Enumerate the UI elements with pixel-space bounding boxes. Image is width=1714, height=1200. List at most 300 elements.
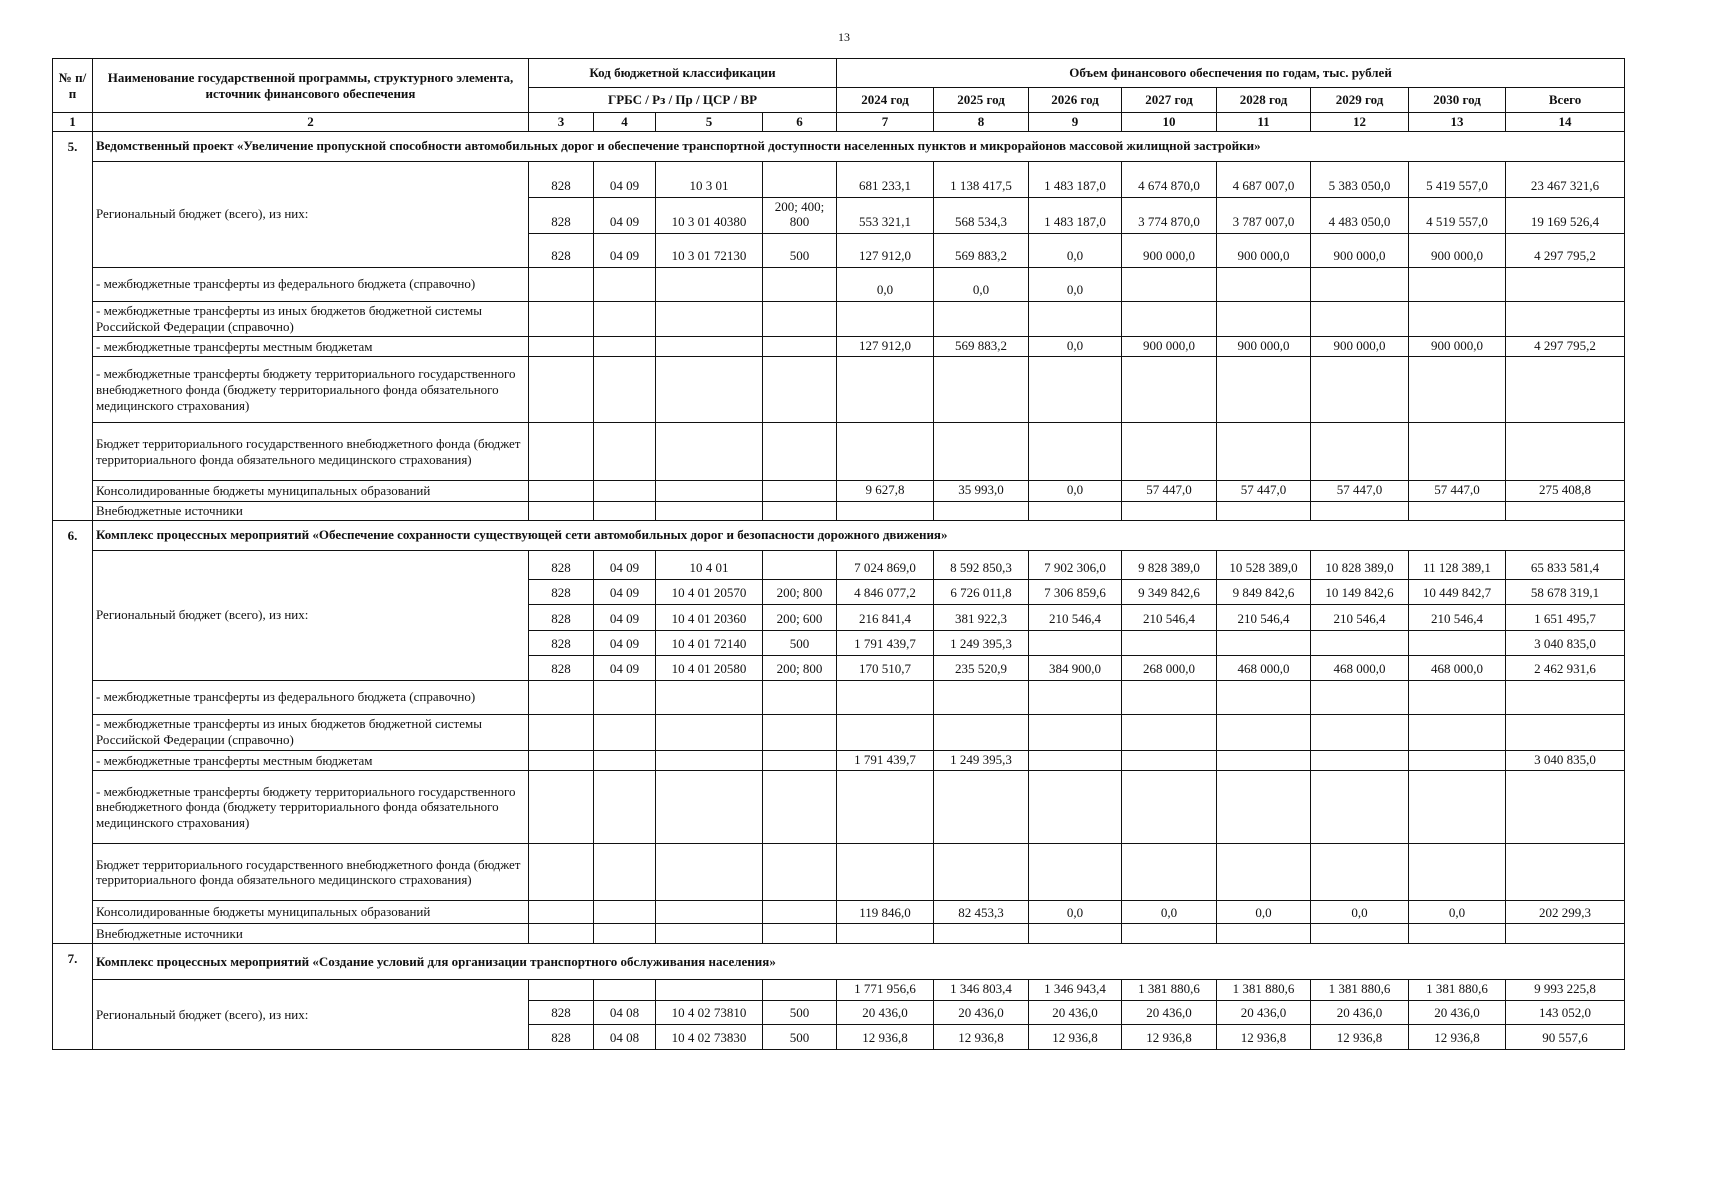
value-cell: 5 383 050,0 <box>1311 161 1409 197</box>
code-cell: 828 <box>529 233 594 267</box>
value-cell: 35 993,0 <box>934 481 1029 502</box>
header-kbk: Код бюджетной классификации <box>529 59 837 88</box>
value-cell: 681 233,1 <box>837 161 934 197</box>
value-cell <box>529 501 594 520</box>
value-cell: 900 000,0 <box>1217 233 1311 267</box>
value-cell <box>594 844 656 901</box>
code-cell <box>529 980 594 1001</box>
value-cell <box>594 714 656 750</box>
value-cell <box>594 680 656 714</box>
value-cell <box>1122 771 1217 844</box>
code-cell <box>763 550 837 579</box>
value-cell: 1 791 439,7 <box>837 750 934 771</box>
value-cell <box>529 680 594 714</box>
value-cell <box>1506 771 1625 844</box>
page-number: 13 <box>838 30 850 44</box>
code-cell: 200; 800 <box>763 655 837 680</box>
value-cell <box>529 357 594 423</box>
value-cell <box>1311 357 1409 423</box>
code-cell: 10 4 02 73830 <box>656 1024 763 1049</box>
row-label: - межбюджетные трансферты местным бюджетам <box>93 750 529 771</box>
value-cell <box>656 924 763 944</box>
code-cell: 500 <box>763 1024 837 1049</box>
value-cell <box>1311 924 1409 944</box>
code-cell: 500 <box>763 233 837 267</box>
header-volume: Объем финансового обеспечения по годам, тыс. рублей <box>837 59 1625 88</box>
value-cell: 20 436,0 <box>1217 1000 1311 1024</box>
value-cell: 568 534,3 <box>934 197 1029 233</box>
value-cell: 20 436,0 <box>934 1000 1029 1024</box>
value-cell <box>656 301 763 336</box>
value-cell <box>1409 501 1506 520</box>
header-year: 2027 год <box>1122 88 1217 113</box>
code-cell: 828 <box>529 161 594 197</box>
value-cell <box>1029 501 1122 520</box>
value-cell: 12 936,8 <box>1029 1024 1122 1049</box>
value-cell: 90 557,6 <box>1506 1024 1625 1049</box>
value-cell: 4 674 870,0 <box>1122 161 1217 197</box>
code-cell: 04 09 <box>594 579 656 604</box>
value-cell: 0,0 <box>1029 336 1122 357</box>
value-cell <box>763 714 837 750</box>
value-cell <box>1311 301 1409 336</box>
code-cell: 500 <box>763 630 837 655</box>
value-cell <box>763 481 837 502</box>
value-cell <box>529 301 594 336</box>
value-cell <box>529 901 594 924</box>
value-cell <box>1506 924 1625 944</box>
value-cell <box>934 924 1029 944</box>
value-cell <box>1029 924 1122 944</box>
row-label: Консолидированные бюджеты муниципальных образований <box>93 901 529 924</box>
code-cell: 828 <box>529 550 594 579</box>
value-cell: 1 381 880,6 <box>1217 980 1311 1001</box>
row-label: Консолидированные бюджеты муниципальных образований <box>93 481 529 502</box>
code-cell: 828 <box>529 197 594 233</box>
column-number-cell: 9 <box>1029 113 1122 132</box>
value-cell <box>656 423 763 481</box>
value-cell: 468 000,0 <box>1409 655 1506 680</box>
value-cell: 569 883,2 <box>934 233 1029 267</box>
value-cell <box>1506 680 1625 714</box>
value-cell <box>529 481 594 502</box>
value-cell: 57 447,0 <box>1122 481 1217 502</box>
value-cell <box>934 501 1029 520</box>
value-cell <box>1311 750 1409 771</box>
code-cell: 828 <box>529 1024 594 1049</box>
code-cell: 04 09 <box>594 655 656 680</box>
value-cell <box>837 714 934 750</box>
section-title: Комплекс процессных мероприятий «Обеспечение сохранности существующей сети автомобильных дорог и безопасности дорожного движения» <box>93 520 1625 550</box>
code-cell: 10 4 01 20580 <box>656 655 763 680</box>
value-cell: 1 381 880,6 <box>1311 980 1409 1001</box>
value-cell <box>594 301 656 336</box>
value-cell: 900 000,0 <box>1217 336 1311 357</box>
column-number-cell: 7 <box>837 113 934 132</box>
code-cell: 04 08 <box>594 1024 656 1049</box>
value-cell <box>1122 301 1217 336</box>
value-cell: 5 419 557,0 <box>1409 161 1506 197</box>
value-cell: 65 833 581,4 <box>1506 550 1625 579</box>
value-cell <box>594 771 656 844</box>
table-row <box>53 901 1625 924</box>
value-cell <box>1409 357 1506 423</box>
code-cell: 828 <box>529 630 594 655</box>
code-cell <box>763 161 837 197</box>
column-number-cell: 8 <box>934 113 1029 132</box>
header-total: Всего <box>1506 88 1625 113</box>
value-cell: 20 436,0 <box>837 1000 934 1024</box>
row-label: - межбюджетные трансферты из федерального бюджета (справочно) <box>93 267 529 301</box>
code-cell: 500 <box>763 1000 837 1024</box>
value-cell <box>1217 714 1311 750</box>
value-cell <box>656 714 763 750</box>
value-cell: 4 483 050,0 <box>1311 197 1409 233</box>
value-cell <box>763 771 837 844</box>
value-cell <box>763 501 837 520</box>
value-cell <box>1029 714 1122 750</box>
value-cell <box>934 680 1029 714</box>
value-cell <box>529 844 594 901</box>
value-cell <box>763 336 837 357</box>
value-cell: 20 436,0 <box>1409 1000 1506 1024</box>
value-cell: 900 000,0 <box>1122 336 1217 357</box>
value-cell: 12 936,8 <box>1409 1024 1506 1049</box>
value-cell: 10 449 842,7 <box>1409 579 1506 604</box>
column-number-cell: 14 <box>1506 113 1625 132</box>
row-label: Бюджет территориального государственного внебюджетного фонда (бюджет территориального фонда обязательного медицинского страхования) <box>93 844 529 901</box>
code-cell: 10 4 01 20360 <box>656 604 763 630</box>
value-cell <box>1409 844 1506 901</box>
value-cell: 20 436,0 <box>1311 1000 1409 1024</box>
section-title: Комплекс процессных мероприятий «Создание условий для организации транспортного обслуживания населения» <box>93 944 1625 980</box>
value-cell <box>1122 630 1217 655</box>
value-cell: 19 169 526,4 <box>1506 197 1625 233</box>
value-cell <box>837 771 934 844</box>
value-cell: 553 321,1 <box>837 197 934 233</box>
value-cell: 12 936,8 <box>1217 1024 1311 1049</box>
value-cell <box>934 844 1029 901</box>
code-cell <box>763 980 837 1001</box>
value-cell: 9 828 389,0 <box>1122 550 1217 579</box>
value-cell <box>594 481 656 502</box>
header-year: 2024 год <box>837 88 934 113</box>
value-cell <box>763 750 837 771</box>
value-cell: 8 592 850,3 <box>934 550 1029 579</box>
value-cell: 2 462 931,6 <box>1506 655 1625 680</box>
value-cell: 58 678 319,1 <box>1506 579 1625 604</box>
column-number-cell: 5 <box>656 113 763 132</box>
value-cell: 210 546,4 <box>1409 604 1506 630</box>
value-cell: 0,0 <box>837 267 934 301</box>
value-cell: 9 349 842,6 <box>1122 579 1217 604</box>
table-row <box>53 980 1625 1001</box>
value-cell: 210 546,4 <box>1217 604 1311 630</box>
row-label: Бюджет территориального государственного внебюджетного фонда (бюджет территориального фонда обязательного медицинского страхования) <box>93 423 529 481</box>
table-row <box>53 161 1625 197</box>
header-year: 2029 год <box>1311 88 1409 113</box>
value-cell <box>763 680 837 714</box>
table-row <box>53 550 1625 579</box>
row-label: Внебюджетные источники <box>93 501 529 520</box>
code-cell: 10 4 02 73810 <box>656 1000 763 1024</box>
section-number: 5. <box>53 131 93 520</box>
value-cell <box>1311 501 1409 520</box>
value-cell <box>1122 714 1217 750</box>
value-cell <box>763 357 837 423</box>
code-cell: 10 3 01 <box>656 161 763 197</box>
value-cell <box>529 750 594 771</box>
value-cell: 12 936,8 <box>837 1024 934 1049</box>
value-cell: 900 000,0 <box>1409 233 1506 267</box>
value-cell: 1 771 956,6 <box>837 980 934 1001</box>
value-cell: 0,0 <box>1409 901 1506 924</box>
header-name: Наименование государственной программы, структурного элемента, источник финансового обеспечения <box>93 59 529 113</box>
value-cell <box>1506 423 1625 481</box>
table-row <box>53 267 1625 301</box>
budget-table <box>52 58 1625 1050</box>
value-cell: 210 546,4 <box>1311 604 1409 630</box>
row-label: - межбюджетные трансферты местным бюджетам <box>93 336 529 357</box>
table-row <box>53 336 1625 357</box>
header-year: 2025 год <box>934 88 1029 113</box>
value-cell <box>1311 844 1409 901</box>
value-cell <box>1217 423 1311 481</box>
value-cell <box>837 301 934 336</box>
table-row <box>53 680 1625 714</box>
value-cell <box>594 423 656 481</box>
value-cell: 3 774 870,0 <box>1122 197 1217 233</box>
value-cell: 10 828 389,0 <box>1311 550 1409 579</box>
column-number-cell: 12 <box>1311 113 1409 132</box>
value-cell <box>529 336 594 357</box>
header-year: 2028 год <box>1217 88 1311 113</box>
value-cell <box>1217 301 1311 336</box>
column-number-row <box>53 113 1625 132</box>
table-row <box>53 301 1625 336</box>
code-cell: 828 <box>529 1000 594 1024</box>
value-cell: 127 912,0 <box>837 336 934 357</box>
value-cell: 3 787 007,0 <box>1217 197 1311 233</box>
value-cell <box>1311 630 1409 655</box>
regional-budget-label: Региональный бюджет (всего), из них: <box>93 980 529 1050</box>
value-cell <box>1311 771 1409 844</box>
value-cell <box>1506 844 1625 901</box>
code-cell: 04 09 <box>594 197 656 233</box>
value-cell: 210 546,4 <box>1122 604 1217 630</box>
value-cell <box>837 680 934 714</box>
value-cell <box>1409 714 1506 750</box>
value-cell <box>1409 680 1506 714</box>
value-cell <box>1506 301 1625 336</box>
value-cell <box>529 267 594 301</box>
value-cell <box>594 501 656 520</box>
value-cell: 1 249 395,3 <box>934 630 1029 655</box>
value-cell: 9 627,8 <box>837 481 934 502</box>
value-cell <box>763 301 837 336</box>
code-cell: 10 4 01 <box>656 550 763 579</box>
value-cell: 900 000,0 <box>1311 336 1409 357</box>
code-cell: 200; 800 <box>763 579 837 604</box>
row-label: - межбюджетные трансферты из иных бюджетов бюджетной системы Российской Федерации (справочно) <box>93 714 529 750</box>
value-cell: 4 846 077,2 <box>837 579 934 604</box>
table-row <box>53 844 1625 901</box>
value-cell <box>837 423 934 481</box>
value-cell <box>1217 771 1311 844</box>
value-cell: 10 528 389,0 <box>1217 550 1311 579</box>
value-cell <box>656 501 763 520</box>
table-body <box>53 59 1625 1050</box>
column-number-cell: 10 <box>1122 113 1217 132</box>
column-number-cell: 6 <box>763 113 837 132</box>
value-cell: 23 467 321,6 <box>1506 161 1625 197</box>
code-cell: 828 <box>529 579 594 604</box>
row-label: - межбюджетные трансферты из федерального бюджета (справочно) <box>93 680 529 714</box>
value-cell: 0,0 <box>1217 901 1311 924</box>
value-cell: 0,0 <box>1029 267 1122 301</box>
value-cell: 900 000,0 <box>1122 233 1217 267</box>
code-cell: 04 09 <box>594 161 656 197</box>
value-cell <box>1311 714 1409 750</box>
value-cell: 4 297 795,2 <box>1506 233 1625 267</box>
value-cell: 9 849 842,6 <box>1217 579 1311 604</box>
value-cell <box>656 267 763 301</box>
code-cell <box>594 980 656 1001</box>
regional-budget-label: Региональный бюджет (всего), из них: <box>93 161 529 267</box>
code-cell: 828 <box>529 604 594 630</box>
value-cell <box>1029 630 1122 655</box>
column-number-cell: 3 <box>529 113 594 132</box>
table-row <box>53 423 1625 481</box>
value-cell <box>1311 267 1409 301</box>
value-cell <box>1122 357 1217 423</box>
section-number: 6. <box>53 520 93 944</box>
value-cell: 127 912,0 <box>837 233 934 267</box>
value-cell <box>1122 750 1217 771</box>
code-cell: 828 <box>529 655 594 680</box>
value-cell <box>1217 501 1311 520</box>
value-cell <box>1122 844 1217 901</box>
value-cell: 7 306 859,6 <box>1029 579 1122 604</box>
value-cell: 1 791 439,7 <box>837 630 934 655</box>
value-cell <box>1409 771 1506 844</box>
value-cell <box>1029 423 1122 481</box>
value-cell <box>1217 630 1311 655</box>
value-cell: 7 902 306,0 <box>1029 550 1122 579</box>
value-cell <box>1122 501 1217 520</box>
value-cell: 9 993 225,8 <box>1506 980 1625 1001</box>
value-cell: 4 519 557,0 <box>1409 197 1506 233</box>
value-cell <box>594 267 656 301</box>
value-cell <box>656 750 763 771</box>
value-cell: 1 381 880,6 <box>1122 980 1217 1001</box>
row-label: - межбюджетные трансферты бюджету территориального государственного внебюджетного фонда (бюджету территориального фонда обязательного медицинского страхования) <box>93 357 529 423</box>
value-cell <box>763 901 837 924</box>
value-cell: 235 520,9 <box>934 655 1029 680</box>
value-cell: 57 447,0 <box>1311 481 1409 502</box>
value-cell: 0,0 <box>1311 901 1409 924</box>
value-cell <box>934 357 1029 423</box>
value-cell: 170 510,7 <box>837 655 934 680</box>
value-cell <box>656 771 763 844</box>
code-cell: 200; 600 <box>763 604 837 630</box>
value-cell: 900 000,0 <box>1409 336 1506 357</box>
row-label: - межбюджетные трансферты из иных бюджетов бюджетной системы Российской Федерации (справочно) <box>93 301 529 336</box>
value-cell: 381 922,3 <box>934 604 1029 630</box>
value-cell <box>837 924 934 944</box>
section-title-row <box>53 944 1625 980</box>
value-cell: 20 436,0 <box>1029 1000 1122 1024</box>
code-cell: 200; 400; 800 <box>763 197 837 233</box>
value-cell <box>1506 714 1625 750</box>
table-row <box>53 357 1625 423</box>
column-number-cell: 4 <box>594 113 656 132</box>
column-number-cell: 13 <box>1409 113 1506 132</box>
value-cell <box>1409 301 1506 336</box>
section-number: 7. <box>53 944 93 1050</box>
value-cell: 900 000,0 <box>1311 233 1409 267</box>
value-cell <box>1029 771 1122 844</box>
value-cell: 1 381 880,6 <box>1409 980 1506 1001</box>
value-cell <box>934 714 1029 750</box>
code-cell: 10 4 01 72140 <box>656 630 763 655</box>
value-cell <box>656 901 763 924</box>
value-cell <box>1409 924 1506 944</box>
value-cell: 4 297 795,2 <box>1506 336 1625 357</box>
value-cell <box>529 423 594 481</box>
section-title-row <box>53 131 1625 161</box>
code-cell: 10 3 01 72130 <box>656 233 763 267</box>
value-cell: 1 138 417,5 <box>934 161 1029 197</box>
value-cell: 1 483 187,0 <box>1029 161 1122 197</box>
section-title-row <box>53 520 1625 550</box>
value-cell <box>1217 924 1311 944</box>
table-row <box>53 501 1625 520</box>
value-cell: 143 052,0 <box>1506 1000 1625 1024</box>
table-row <box>53 771 1625 844</box>
value-cell <box>1311 680 1409 714</box>
value-cell: 0,0 <box>1029 233 1122 267</box>
value-cell <box>837 844 934 901</box>
row-label: - межбюджетные трансферты бюджету территориального государственного внебюджетного фонда (бюджету территориального фонда обязательного медицинского страхования) <box>93 771 529 844</box>
value-cell: 210 546,4 <box>1029 604 1122 630</box>
column-number-cell: 11 <box>1217 113 1311 132</box>
value-cell: 10 149 842,6 <box>1311 579 1409 604</box>
value-cell: 468 000,0 <box>1217 655 1311 680</box>
value-cell <box>1029 844 1122 901</box>
value-cell <box>837 357 934 423</box>
table-row <box>53 481 1625 502</box>
value-cell <box>656 844 763 901</box>
value-cell <box>1506 501 1625 520</box>
column-number-cell: 2 <box>93 113 529 132</box>
column-number-cell: 1 <box>53 113 93 132</box>
code-cell <box>656 980 763 1001</box>
value-cell <box>1029 357 1122 423</box>
value-cell <box>1217 357 1311 423</box>
value-cell <box>1409 630 1506 655</box>
value-cell <box>529 714 594 750</box>
value-cell: 57 447,0 <box>1409 481 1506 502</box>
value-cell: 1 346 803,4 <box>934 980 1029 1001</box>
value-cell <box>1409 423 1506 481</box>
value-cell: 216 841,4 <box>837 604 934 630</box>
value-cell: 11 128 389,1 <box>1409 550 1506 579</box>
value-cell: 12 936,8 <box>1311 1024 1409 1049</box>
value-cell <box>594 357 656 423</box>
value-cell <box>1029 680 1122 714</box>
value-cell: 0,0 <box>1122 901 1217 924</box>
